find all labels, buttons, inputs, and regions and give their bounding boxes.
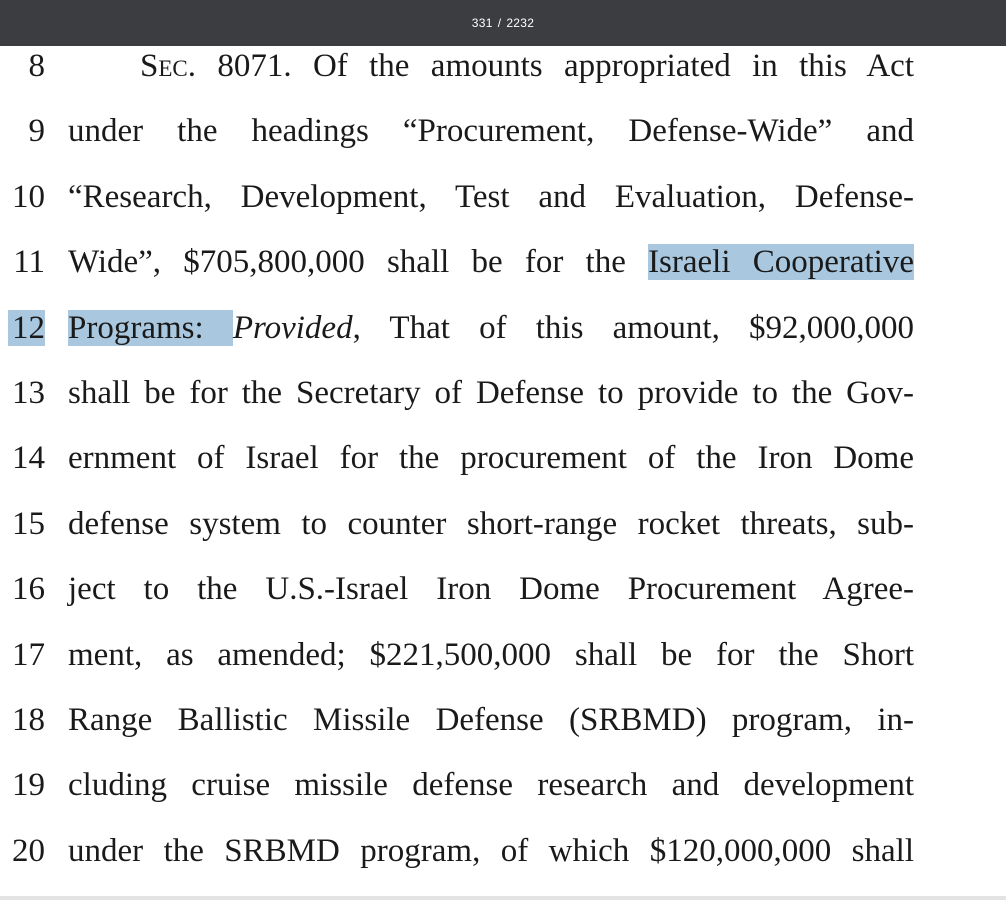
document-line <box>0 440 1006 500</box>
line-text[interactable] <box>68 833 914 869</box>
highlighted-text: Israeli Cooperative <box>648 244 914 281</box>
page-divider <box>0 896 1006 900</box>
line-number: 18 <box>12 702 45 738</box>
line-number: 15 <box>12 505 45 542</box>
line-text[interactable] <box>68 702 914 738</box>
text-run: under the headings “Procurement, Defense-Wide” and <box>68 113 914 150</box>
text-run: cluding cruise missile defense research and development <box>68 767 914 804</box>
page-number-total: 2232 <box>506 16 535 30</box>
document-line <box>0 506 1006 566</box>
line-number: 9 <box>28 113 45 150</box>
italic-text: Provided <box>232 309 353 346</box>
highlighted-text: Programs: <box>68 309 233 346</box>
document-line <box>0 310 1006 370</box>
document-line <box>0 179 1006 239</box>
text-run: ment, as amended; $221,500,000 shall be for the Short <box>68 636 914 673</box>
text-run: , That of this amount, $92,000,000 <box>352 309 914 346</box>
line-text[interactable] <box>68 571 914 607</box>
line-number: 13 <box>12 375 45 411</box>
line-text[interactable] <box>68 440 914 476</box>
line-text[interactable] <box>68 179 914 215</box>
text-run: ernment of Israel for the procurement of the Iron Dome <box>68 440 914 477</box>
line-text[interactable] <box>68 375 914 411</box>
line-text[interactable] <box>68 637 914 673</box>
line-text[interactable] <box>68 767 914 803</box>
document-line <box>0 637 1006 697</box>
line-number: 20 <box>12 832 45 869</box>
line-text[interactable] <box>68 244 914 280</box>
text-run: Range Ballistic Missile Defense (SRBMD) program, in- <box>68 702 914 738</box>
document-line <box>0 767 1006 827</box>
document-line <box>0 833 1006 893</box>
text-run: Wide”, $705,800,000 shall be for the <box>68 244 649 281</box>
line-text[interactable] <box>68 310 914 346</box>
line-number: 14 <box>12 440 45 477</box>
document-line <box>0 48 1006 108</box>
document-line <box>0 244 1006 304</box>
line-number: 10 <box>12 178 45 215</box>
line-number: 19 <box>12 767 45 804</box>
text-run: ject to the U.S.-Israel Iron Dome Procurement Agree- <box>68 571 914 608</box>
line-text[interactable] <box>140 48 914 84</box>
text-run: “Research, Development, Test and Evaluation, Defense- <box>68 178 914 215</box>
page-number-current[interactable]: 331 <box>471 16 493 30</box>
document-line <box>0 113 1006 173</box>
viewer-toolbar <box>0 0 1006 46</box>
line-number: 12 <box>8 310 45 346</box>
document-line <box>0 702 1006 762</box>
text-run: under the SRBMD program, of which $120,000,000 shall <box>68 832 914 869</box>
text-run: . 8071. Of the amounts appropriated in this Act <box>187 48 914 84</box>
document-line <box>0 375 1006 435</box>
line-text[interactable] <box>68 113 914 149</box>
document-line <box>0 571 1006 631</box>
line-number: 16 <box>12 571 45 608</box>
page-number-separator: / <box>497 16 502 30</box>
line-number: 8 <box>28 48 45 84</box>
text-run: defense system to counter short-range rocket threats, sub- <box>68 505 914 542</box>
text-run: shall be for the Secretary of Defense to provide to the Gov- <box>68 375 914 411</box>
document-page <box>0 46 1006 896</box>
line-text[interactable] <box>68 506 914 542</box>
line-number: 11 <box>13 244 45 281</box>
text-run: Sec <box>140 48 188 84</box>
line-number: 17 <box>12 636 45 673</box>
